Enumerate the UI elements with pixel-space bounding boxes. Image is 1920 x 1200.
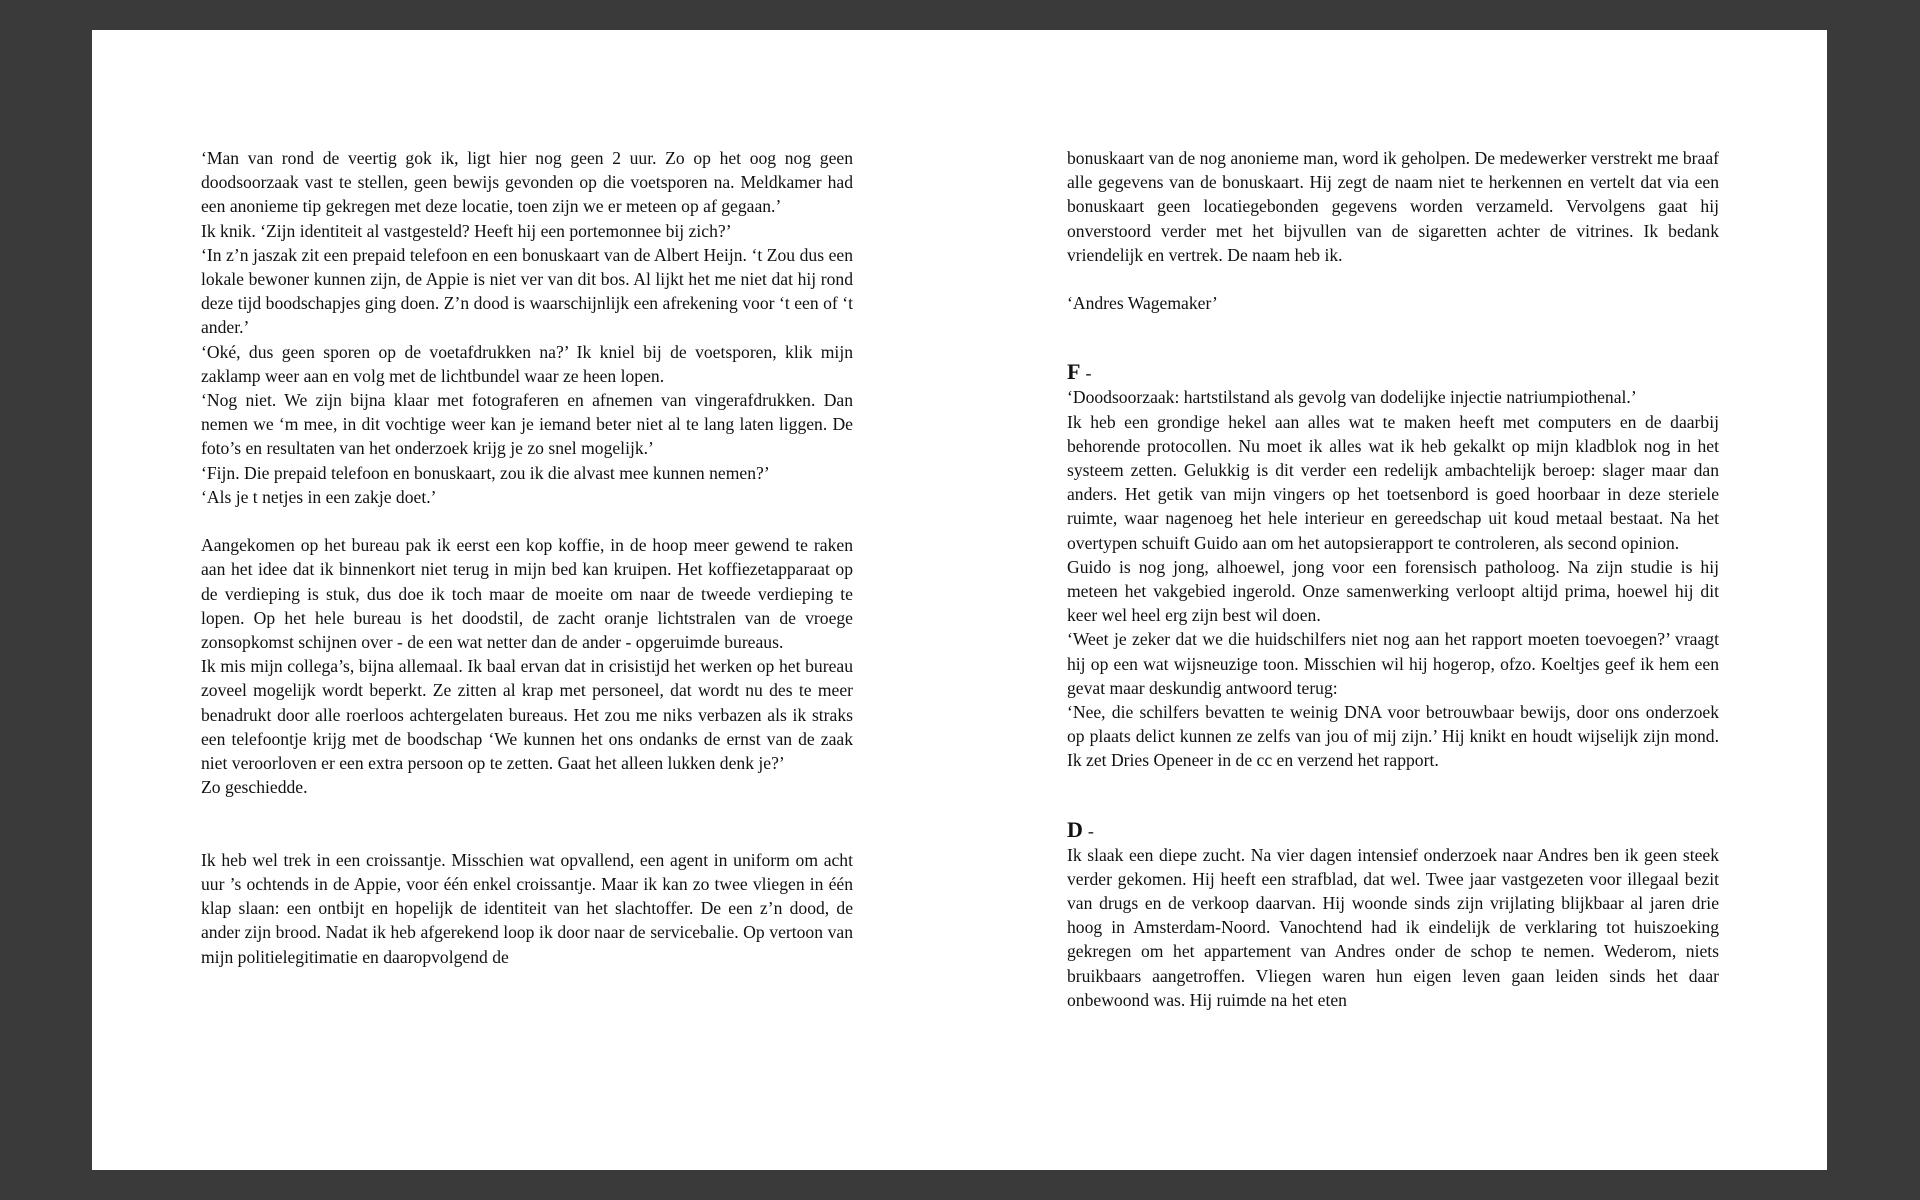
section-letter: D: [1067, 816, 1083, 842]
section-heading-f: [1067, 360, 1719, 385]
paragraph: ‘Oké, dus geen sporen op de voetafdrukken na?’ Ik kniel bij de voetsporen, klik mijn zaklamp weer aan en volg met de lichtbundel waar ze heen lopen.: [201, 341, 853, 386]
paragraph: Ik heb wel trek in een croissantje. Misschien wat opvallend, een agent in uniform om acht uur ’s ochtends in de Appie, voor één enkel croissantje. Maar ik kan zo twee vliegen in één klap slaan: een ontbijt en hopelijk de identiteit van het slachtoffer. De een z’n dood, de ander zijn brood. Nadat ik heb afgerekend loop ik door naar de servicebalie. Op vertoon van mijn politielegitimatie en daaropvolgend de: [201, 849, 853, 967]
paragraph: ‘Nog niet. We zijn bijna klaar met fotograferen en afnemen van vingerafdrukken. Dan nemen we ‘m mee, in dit vochtige weer kan je iemand beter niet al te lang laten liggen. De foto’s en resultaten van het onderzoek krijg je zo snel mogelijk.’: [201, 390, 853, 459]
section-spacer: [1067, 773, 1719, 818]
book-spread: [92, 30, 1827, 1170]
paragraph: ‘Weet je zeker dat we die huidschilfers niet nog aan het rapport moeten toevoegen?’ vraagt hij op een wat wijsneuzige toon. Misschien wil hij hogerop, ofzo. Koeltjes geef ik hem een gevat maar deskundig antwoord terug:: [1067, 629, 1719, 698]
paragraph: Ik slaak een diepe zucht. Na vier dagen intensief onderzoek naar Andres ben ik geen steek verder gekomen. Hij heeft een strafblad, dat wel. Twee jaar vastgezeten voor illegaal bezit van drugs en de verkoop daarvan. Hij woonde sinds zijn vrijlating blijkbaar al jaren drie hoog in Amsterdam-Noord. Vanochtend had ik eindelijk de verklaring tot huiszoeking gekregen om het appartement van Andres onder de schop te nemen. Wederom, niets bruikbaars aangetroffen. Vliegen waren hun eigen leven gaan leiden sinds het daar onbewoond was. Hij ruimde na het eten: [1067, 844, 1719, 1010]
paragraph: ‘Fijn. Die prepaid telefoon en bonuskaart, zou ik die alvast mee kunnen nemen?’: [201, 462, 770, 483]
paragraph: ‘Als je t netjes in een zakje doet.’: [201, 486, 437, 507]
section-dash: -: [1087, 820, 1094, 841]
paragraph: ‘Doodsoorzaak: hartstilstand als gevolg van dodelijke injectie natriumpiothenal.’: [1067, 387, 1637, 408]
paragraph: Ik knik. ‘Zijn identiteit al vastgesteld? Heeft hij een portemonnee bij zich?’: [201, 220, 732, 241]
section-dash: -: [1085, 363, 1092, 384]
section-heading-d: [1067, 818, 1719, 843]
section-spacer: [201, 799, 853, 847]
left-page: [201, 146, 853, 969]
paragraph: ‘Man van rond de veertig gok ik, ligt hier nog geen 2 uur. Zo op het oog nog geen doodsoorzaak vast te stellen, geen bewijs gevonden op die voetsporen na. Meldkamer had een anonieme tip gekregen met deze locatie, toen zijn we er meteen op af gegaan.’: [201, 148, 853, 217]
paragraph: Aangekomen op het bureau pak ik eerst een kop koffie, in de hoop meer gewend te raken aan het idee dat ik binnenkort niet terug in mijn bed kan kruipen. Het koffiezetapparaat op de verdieping is stuk, dus doe ik toch maar de moeite om naar de tweede verdieping te lopen. Op het hele bureau is het doodstil, de zacht oranje lichtstralen van de vroege zonsopkomst schijnen over - de een wat netter dan de ander - opgeruimde bureaus.: [201, 535, 853, 653]
paragraph: Ik mis mijn collega’s, bijna allemaal. Ik baal ervan dat in crisistijd het werken op het bureau zoveel mogelijk wordt beperkt. Ze zitten al krap met personeel, dat wordt nu des te meer benadrukt door alle roerloos achtergelaten bureaus. Het zou me niks verbazen als ik straks een telefoontje krijg met de boodschap ‘We kunnen het ons ondanks de ernst van de zaak niet veroorloven er een extra persoon op te zetten. Gaat het alleen lukken denk je?’: [201, 656, 853, 774]
right-page: [1067, 146, 1719, 1012]
paragraph: ‘Nee, die schilfers bevatten te weinig DNA voor betrouwbaar bewijs, door ons onderzoek op plaats delict kunnen ze zelfs van jou of mij zijn.’ Hij knikt en houdt wijselijk zijn mond. Ik zet Dries Openeer in de cc en verzend het rapport.: [1067, 702, 1719, 771]
paragraph: Guido is nog jong, alhoewel, jong voor een forensisch patholoog. Na zijn studie is hij meteen het vakgebied ingerold. Onze samenwerking verloopt altijd prima, hoewel hij dit keer wel heel erg zijn best wil doen.: [1067, 556, 1719, 626]
section-spacer: [1067, 315, 1719, 360]
name-quote: ‘Andres Wagemaker’: [1067, 293, 1218, 314]
paragraph: Zo geschiedde.: [201, 777, 308, 798]
paragraph-spacer: [201, 509, 853, 533]
paragraph: bonuskaart van de nog anonieme man, word ik geholpen. De medewerker verstrekt me braaf alle gegevens van de bonuskaart. Hij zegt de naam niet te herkennen en vertelt dat via een bonuskaart geen locatiegebonden gegevens worden verzameld. Vervolgens gaat hij onverstoord verder met het bijvullen van de sigaretten achter de vitrines. Ik bedank vriendelijk en vertrek. De naam heb ik.: [1067, 148, 1719, 265]
paragraph: Ik heb een grondige hekel aan alles wat te maken heeft met computers en de daarbij behorende protocollen. Nu moet ik alles wat ik heb gekalkt op mijn kladblok nog in het systeem zetten. Gelukkig is dit verder een redelijk ambachtelijk beroep: slager maar dan anders. Het getik van mijn vingers op het toetsenbord is goed hoorbaar in deze steriele ruimte, waar nagenoeg het hele interieur en gereedschap uit koud metaal bestaat. Na het overtypen schuift Guido aan om het autopsierapport te controleren, als second opinion.: [1067, 411, 1719, 553]
paragraph-spacer: [1067, 267, 1719, 291]
paragraph: ‘In z’n jaszak zit een prepaid telefoon en een bonuskaart van de Albert Heijn. ‘t Zou dus een lokale bewoner kunnen zijn, de Appie is niet ver van dit bos. Al lijkt het me niet dat hij rond deze tijd boodschapjes ging doen. Z’n dood is waarschijnlijk een afrekening voor ‘t een of ‘t ander.’: [201, 244, 853, 338]
section-letter: F: [1067, 359, 1081, 385]
